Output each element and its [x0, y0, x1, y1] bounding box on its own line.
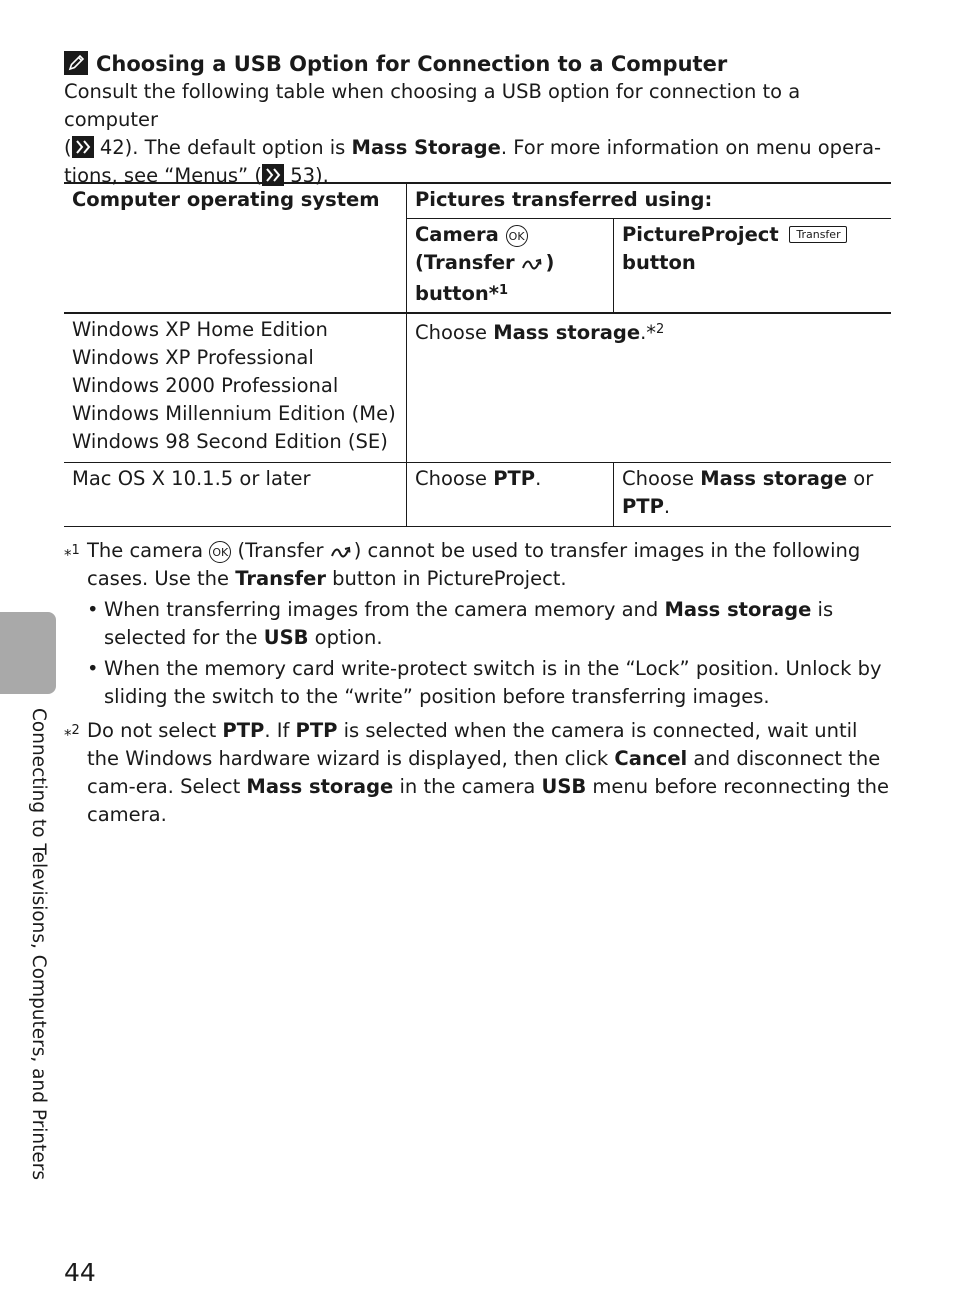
intro-ref-53: 53).	[290, 164, 329, 187]
transfer-icon	[521, 257, 545, 271]
intro-ref-42: 42). The default option is	[99, 136, 352, 159]
header-camera-button: Camera OK (Transfer ) button*$^1$	[407, 219, 614, 314]
bullet-icon: •	[87, 598, 99, 621]
header-operating-system: Computer operating system	[64, 183, 407, 313]
os-windows-me: Windows Millennium Edition (Me)	[72, 402, 396, 425]
mac-os-cell: Mac OS X 10.1.5 or later	[64, 463, 407, 527]
usb-option-table	[64, 182, 891, 527]
mac-camera-choice-cell: Choose PTP.	[407, 463, 614, 527]
default-option: Mass Storage	[351, 136, 501, 159]
footnote-1: *1 The camera OK (Transfer ) cannot be used to transfer images in the following cases. Use the Transfer button in PictureProject. • When transferring images from the camera memory and Mass storage is selected for the USB option. • When the memory card write-protect switch is in the “Lock” position. Unlock by sliding the switch to the “write” position before transferring images.	[64, 537, 894, 711]
footnotes	[64, 537, 894, 829]
ok-button-icon: OK	[209, 541, 231, 563]
windows-choice-cell: Choose Mass storage.*$^2$	[415, 321, 665, 344]
os-windows-98se: Windows 98 Second Edition (SE)	[72, 430, 388, 453]
intro-after-default: . For more information on menu opera-	[500, 136, 882, 159]
footnote-1-bullet-2: • When the memory card write-protect switch is in the “Lock” position. Unlock by sliding the switch to the “write” position before transferring images.	[87, 657, 882, 708]
page-reference-icon	[72, 136, 94, 158]
footnote-1-mark: *1	[64, 543, 80, 564]
header-pictureproject-button: PictureProject Transfer button	[614, 219, 892, 314]
intro-paragraph	[64, 78, 894, 190]
mac-pictureproject-choice-cell: Choose Mass storage or PTP.	[622, 467, 874, 518]
footnote-1-bullet-1: • When transferring images from the camera memory and Mass storage is selected for the USB option.	[87, 598, 834, 649]
note-pencil-icon	[64, 51, 88, 75]
header-pictures-transferred: Pictures transferred using:	[407, 183, 892, 219]
bullet-icon: •	[87, 657, 99, 680]
os-windows-xp-pro: Windows XP Professional	[72, 346, 314, 369]
section-heading	[64, 50, 894, 78]
intro-paren: (	[64, 136, 72, 159]
os-windows-2000: Windows 2000 Professional	[72, 374, 339, 397]
os-windows-xp-home: Windows XP Home Edition	[72, 318, 328, 341]
section-title: Choosing a USB Option for Connection to a Computer	[96, 52, 728, 76]
intro-line-3: tions, see “Menus” (	[64, 164, 262, 187]
footnote-2-mark: *2	[64, 723, 80, 744]
transfer-icon	[330, 545, 354, 559]
footnote-2: *2 Do not select PTP. If PTP is selected when the camera is connected, wait until the Windows hardware wizard is displayed, then click Cancel and disconnect the cam-era. Select Mass storage in the camera USB menu before reconnecting the camera.	[64, 719, 889, 826]
ok-button-icon: OK	[506, 225, 528, 247]
page-number: 44	[64, 1258, 96, 1287]
chapter-tab	[0, 612, 56, 694]
chapter-side-label: Connecting to Televisions, Computers, and Printers	[28, 708, 49, 1181]
windows-os-cell	[64, 313, 407, 463]
transfer-button-icon: Transfer	[789, 226, 847, 243]
intro-line-1: Consult the following table when choosing a USB option for connection to a computer	[64, 80, 801, 131]
